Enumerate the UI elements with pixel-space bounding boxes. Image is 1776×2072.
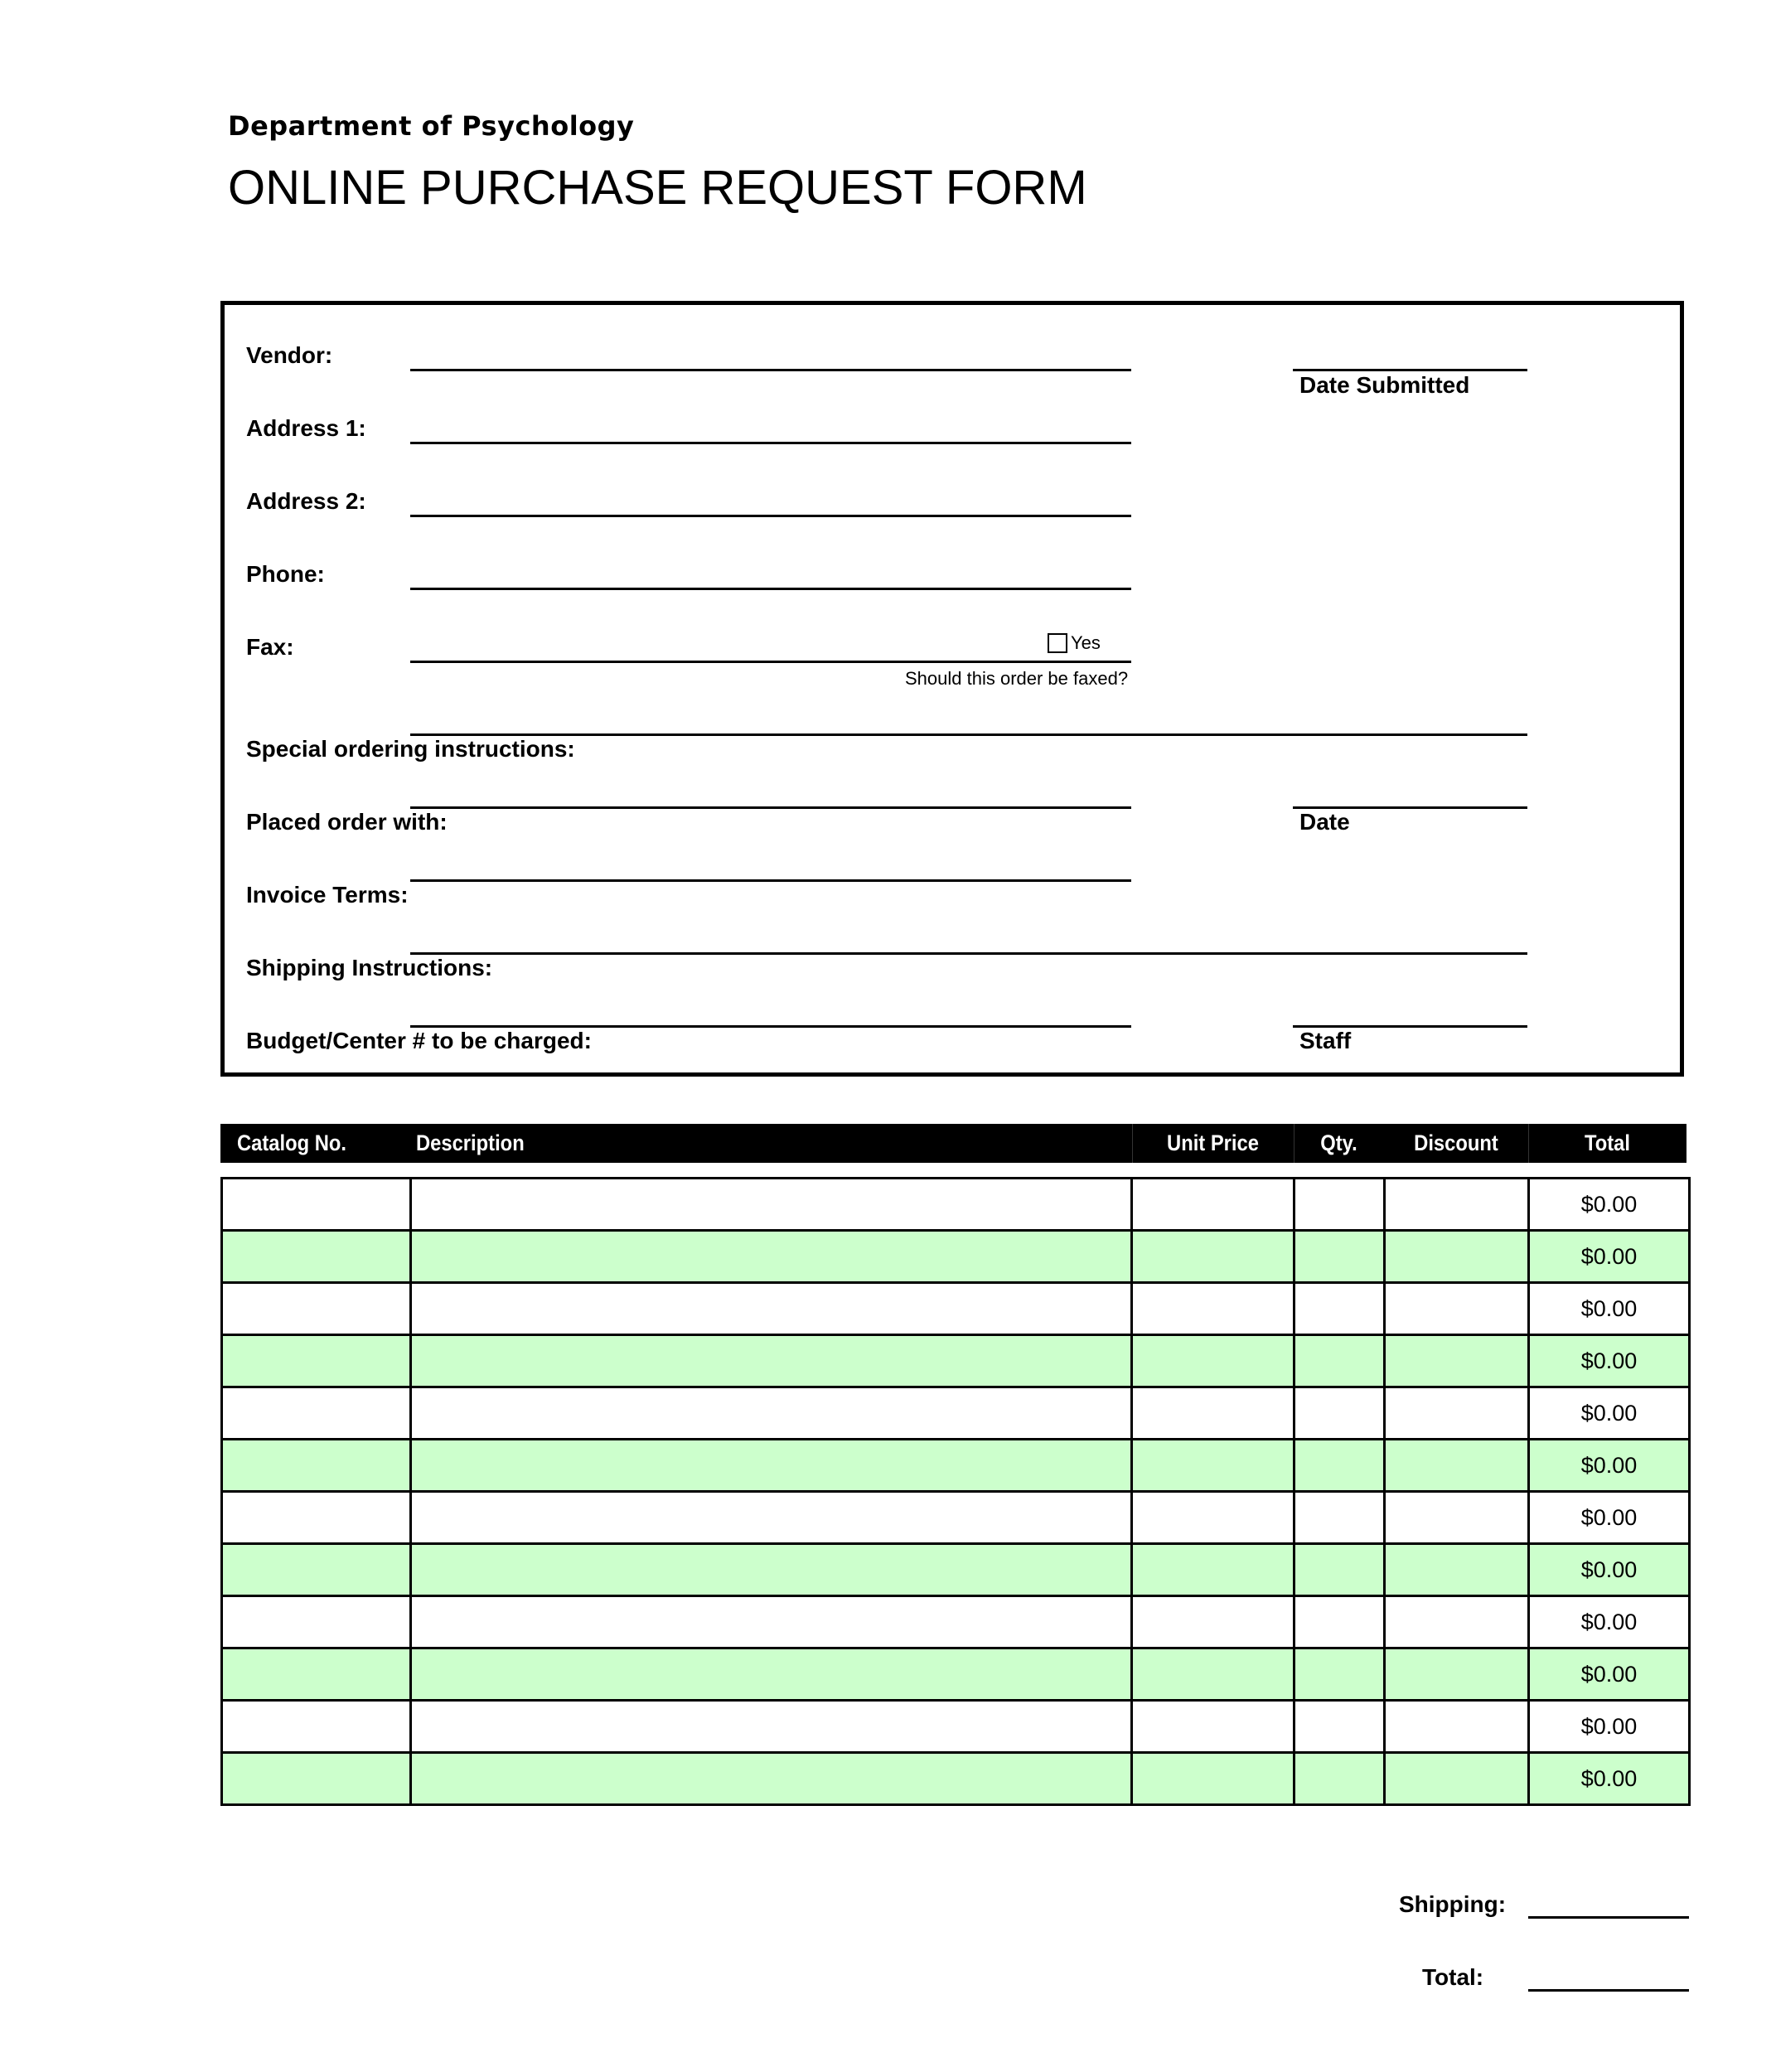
phone-field[interactable] bbox=[410, 588, 1131, 590]
discount-cell[interactable] bbox=[1385, 1701, 1529, 1753]
qty-cell[interactable] bbox=[1294, 1753, 1385, 1805]
vendor-label: Vendor: bbox=[246, 342, 333, 368]
catalog-no-cell[interactable] bbox=[222, 1648, 411, 1701]
total-cell: $0.00 bbox=[1529, 1179, 1690, 1231]
total-cell: $0.00 bbox=[1529, 1544, 1690, 1596]
catalog-no-cell[interactable] bbox=[222, 1231, 411, 1283]
total-cell: $0.00 bbox=[1529, 1648, 1690, 1701]
grand-total-field[interactable] bbox=[1528, 1989, 1689, 1992]
total-cell: $0.00 bbox=[1529, 1231, 1690, 1283]
total-cell: $0.00 bbox=[1529, 1701, 1690, 1753]
total-cell: $0.00 bbox=[1529, 1283, 1690, 1335]
table-row bbox=[222, 1544, 1690, 1596]
header-divider bbox=[1132, 1124, 1133, 1163]
qty-cell[interactable] bbox=[1294, 1648, 1385, 1701]
special-instructions-label: Special ordering instructions: bbox=[246, 736, 575, 762]
unit-price-cell[interactable] bbox=[1132, 1440, 1294, 1492]
description-cell[interactable] bbox=[411, 1231, 1132, 1283]
qty-cell[interactable] bbox=[1294, 1544, 1385, 1596]
address1-label: Address 1: bbox=[246, 415, 366, 441]
table-row bbox=[222, 1231, 1690, 1283]
catalog-no-cell[interactable] bbox=[222, 1701, 411, 1753]
table-row bbox=[222, 1492, 1690, 1544]
header-total: Total bbox=[1585, 1130, 1630, 1155]
phone-label: Phone: bbox=[246, 561, 325, 587]
header-discount: Discount bbox=[1414, 1130, 1498, 1155]
discount-cell[interactable] bbox=[1385, 1648, 1529, 1701]
unit-price-cell[interactable] bbox=[1132, 1492, 1294, 1544]
catalog-no-cell[interactable] bbox=[222, 1596, 411, 1648]
discount-cell[interactable] bbox=[1385, 1231, 1529, 1283]
qty-cell[interactable] bbox=[1294, 1335, 1385, 1387]
catalog-no-cell[interactable] bbox=[222, 1179, 411, 1231]
unit-price-cell[interactable] bbox=[1132, 1753, 1294, 1805]
discount-cell[interactable] bbox=[1385, 1283, 1529, 1335]
catalog-no-cell[interactable] bbox=[222, 1440, 411, 1492]
fax-label: Fax: bbox=[246, 634, 294, 660]
unit-price-cell[interactable] bbox=[1132, 1648, 1294, 1701]
placed-order-label: Placed order with: bbox=[246, 809, 448, 835]
table-row bbox=[222, 1648, 1690, 1701]
discount-cell[interactable] bbox=[1385, 1335, 1529, 1387]
fax-field[interactable] bbox=[410, 661, 1131, 663]
unit-price-cell[interactable] bbox=[1132, 1596, 1294, 1648]
table-row bbox=[222, 1387, 1690, 1440]
department-name: Department of Psychology bbox=[228, 110, 635, 142]
catalog-no-cell[interactable] bbox=[222, 1283, 411, 1335]
header-unit-price: Unit Price bbox=[1167, 1130, 1259, 1155]
qty-cell[interactable] bbox=[1294, 1701, 1385, 1753]
total-cell: $0.00 bbox=[1529, 1440, 1690, 1492]
description-cell[interactable] bbox=[411, 1596, 1132, 1648]
catalog-no-cell[interactable] bbox=[222, 1492, 411, 1544]
description-cell[interactable] bbox=[411, 1387, 1132, 1440]
discount-cell[interactable] bbox=[1385, 1544, 1529, 1596]
address2-label: Address 2: bbox=[246, 488, 366, 514]
catalog-no-cell[interactable] bbox=[222, 1335, 411, 1387]
description-cell[interactable] bbox=[411, 1544, 1132, 1596]
qty-cell[interactable] bbox=[1294, 1179, 1385, 1231]
unit-price-cell[interactable] bbox=[1132, 1283, 1294, 1335]
shipping-instructions-field[interactable] bbox=[410, 952, 1527, 955]
shipping-label: Shipping: bbox=[1399, 1891, 1507, 1917]
date-submitted-label: Date Submitted bbox=[1299, 372, 1470, 398]
total-cell: $0.00 bbox=[1529, 1492, 1690, 1544]
table-row bbox=[222, 1335, 1690, 1387]
catalog-no-cell[interactable] bbox=[222, 1387, 411, 1440]
header-catalog-no: Catalog No. bbox=[237, 1130, 347, 1155]
address1-field[interactable] bbox=[410, 442, 1131, 444]
shipping-instructions-label: Shipping Instructions: bbox=[246, 955, 493, 980]
qty-cell[interactable] bbox=[1294, 1492, 1385, 1544]
qty-cell[interactable] bbox=[1294, 1596, 1385, 1648]
table-row bbox=[222, 1440, 1690, 1492]
address2-field[interactable] bbox=[410, 515, 1131, 517]
unit-price-cell[interactable] bbox=[1132, 1544, 1294, 1596]
qty-cell[interactable] bbox=[1294, 1231, 1385, 1283]
discount-cell[interactable] bbox=[1385, 1492, 1529, 1544]
fax-yes-label: Yes bbox=[1071, 632, 1101, 653]
header-qty: Qty. bbox=[1320, 1130, 1357, 1155]
items-table bbox=[220, 1177, 1691, 1806]
table-row bbox=[222, 1283, 1690, 1335]
description-cell[interactable] bbox=[411, 1492, 1132, 1544]
discount-cell[interactable] bbox=[1385, 1387, 1529, 1440]
header-divider bbox=[1528, 1124, 1529, 1163]
description-cell[interactable] bbox=[411, 1648, 1132, 1701]
table-row bbox=[222, 1753, 1690, 1805]
table-row bbox=[222, 1179, 1690, 1231]
total-cell: $0.00 bbox=[1529, 1753, 1690, 1805]
date-submitted-field[interactable] bbox=[1293, 369, 1527, 371]
description-cell[interactable] bbox=[411, 1440, 1132, 1492]
unit-price-cell[interactable] bbox=[1132, 1335, 1294, 1387]
total-cell: $0.00 bbox=[1529, 1596, 1690, 1648]
unit-price-cell[interactable] bbox=[1132, 1179, 1294, 1231]
fax-question: Should this order be faxed? bbox=[905, 668, 1129, 689]
unit-price-cell[interactable] bbox=[1132, 1701, 1294, 1753]
items-table-header bbox=[220, 1124, 1686, 1163]
form-title: ONLINE PURCHASE REQUEST FORM bbox=[228, 161, 1087, 215]
discount-cell[interactable] bbox=[1385, 1596, 1529, 1648]
unit-price-cell[interactable] bbox=[1132, 1387, 1294, 1440]
placed-order-field[interactable] bbox=[410, 806, 1131, 809]
catalog-no-cell[interactable] bbox=[222, 1753, 411, 1805]
description-cell[interactable] bbox=[411, 1179, 1132, 1231]
description-cell[interactable] bbox=[411, 1753, 1132, 1805]
discount-cell[interactable] bbox=[1385, 1753, 1529, 1805]
total-cell: $0.00 bbox=[1529, 1387, 1690, 1440]
description-cell[interactable] bbox=[411, 1335, 1132, 1387]
special-instructions-field[interactable] bbox=[410, 733, 1527, 736]
table-row bbox=[222, 1596, 1690, 1648]
discount-cell[interactable] bbox=[1385, 1440, 1529, 1492]
shipping-field[interactable] bbox=[1528, 1916, 1689, 1919]
budget-label: Budget/Center # to be charged: bbox=[246, 1028, 592, 1053]
invoice-terms-field[interactable] bbox=[410, 879, 1131, 882]
fax-yes-checkbox[interactable] bbox=[1048, 633, 1067, 653]
invoice-terms-label: Invoice Terms: bbox=[246, 882, 409, 908]
unit-price-cell[interactable] bbox=[1132, 1231, 1294, 1283]
catalog-no-cell[interactable] bbox=[222, 1544, 411, 1596]
qty-cell[interactable] bbox=[1294, 1387, 1385, 1440]
qty-cell[interactable] bbox=[1294, 1283, 1385, 1335]
description-cell[interactable] bbox=[411, 1283, 1132, 1335]
description-cell[interactable] bbox=[411, 1701, 1132, 1753]
date-label: Date bbox=[1299, 809, 1350, 835]
table-row bbox=[222, 1701, 1690, 1753]
vendor-field[interactable] bbox=[410, 369, 1131, 371]
staff-label: Staff bbox=[1299, 1028, 1352, 1053]
discount-cell[interactable] bbox=[1385, 1179, 1529, 1231]
total-cell: $0.00 bbox=[1529, 1335, 1690, 1387]
total-label: Total: bbox=[1422, 1964, 1484, 1990]
header-description: Description bbox=[416, 1130, 525, 1155]
qty-cell[interactable] bbox=[1294, 1440, 1385, 1492]
